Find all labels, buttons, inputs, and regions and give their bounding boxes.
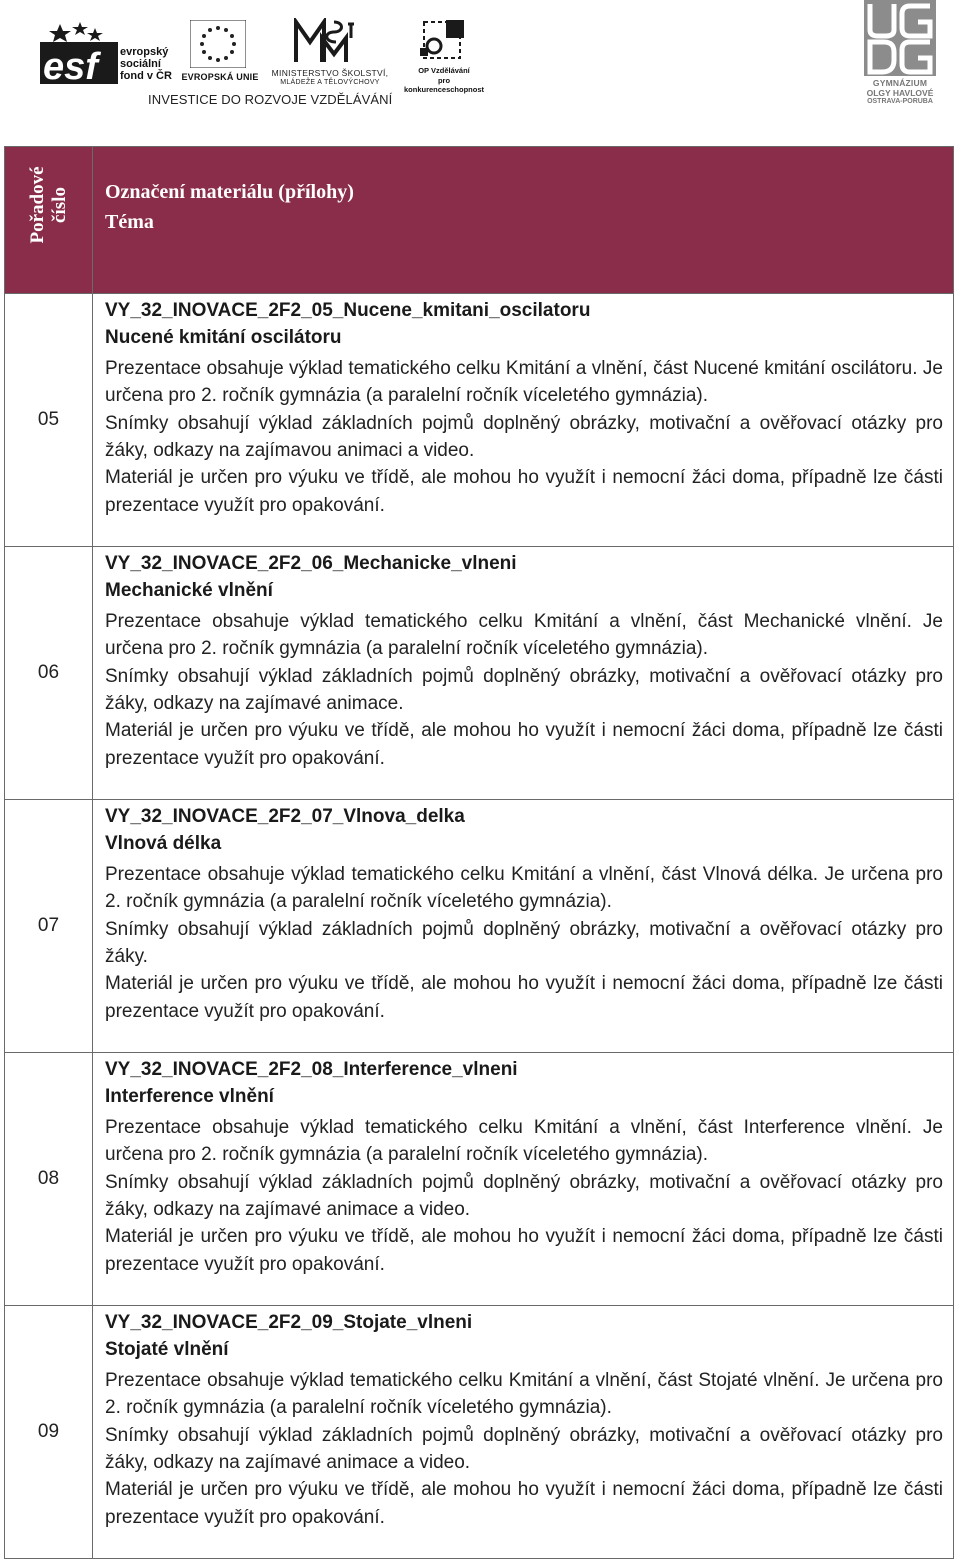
materials-table [4,146,954,1559]
material-title: Nucené kmitání oscilátoru [105,327,342,349]
material-title: Vlnová délka [105,833,222,855]
material-description [105,861,943,1025]
material-code: VY_32_INOVACE_2F2_08_Interference_vlneni [105,1059,518,1080]
eu-flag-icon [190,20,246,68]
row-content [93,547,954,800]
row-number: 06 [5,547,93,800]
description-paragraph: Snímky obsahují výklad základních pojmů doplněný obrázky, motivační a ověřovací otázky pro žáky. [105,918,943,968]
header-number-line-1: Pořadové [27,166,48,244]
description-paragraph: Prezentace obsahuje výklad tematického celku Kmitání a vlnění, část Nucené kmitání oscilátoru. Je určena pro 2. ročník gymnázia (a paralelní ročník víceletého gymnázia). [105,357,943,407]
material-title: Interference vlnění [105,1086,274,1108]
material-code: VY_32_INOVACE_2F2_05_Nucene_kmitani_oscilatoru [105,300,591,321]
table-row [5,547,954,800]
row-content [93,1306,954,1559]
row-number: 07 [5,800,93,1053]
description-paragraph: Snímky obsahují výklad základních pojmů doplněný obrázky, motivační a ověřovací otázky pro žáky, odkazy na zajímavé animace a video. [105,1424,943,1474]
op-mark-icon [418,18,468,62]
header-number-line-2: číslo [49,187,70,223]
msmt-caption-2: MLÁDEŽE A TĚLOVÝCHOVY [280,79,380,86]
header-number-column [5,147,93,294]
svg-text:esf: esf [43,46,98,84]
material-description [105,608,943,772]
row-number: 05 [5,294,93,547]
material-description [105,1114,943,1278]
description-paragraph: Snímky obsahují výklad základních pojmů doplněný obrázky, motivační a ověřovací otázky pro žáky, odkazy na zajímavé animace a video. [105,1171,943,1221]
description-paragraph: Materiál je určen pro výuku ve třídě, ale mohou ho využít i nemocní žáci doma, případně lze části prezentace využít pro opakování. [105,467,943,516]
eu-logo [178,16,262,86]
header-material-line-2: Téma [105,211,154,233]
table-row [5,294,954,547]
eu-caption: EVROPSKÁ UNIE [181,72,259,82]
material-code: VY_32_INOVACE_2F2_06_Mechanicke_vlneni [105,553,517,574]
material-title: Mechanické vlnění [105,580,273,602]
investice-slogan: INVESTICE DO ROZVOJE VZDĚLÁVÁNÍ [148,92,393,107]
description-paragraph: Snímky obsahují výklad základních pojmů doplněný obrázky, motivační a ověřovací otázky pro žáky, odkazy na zajímavou animaci a video. [105,412,943,462]
logo-header [0,0,960,120]
school-caption-1: GYMNÁZIUM [872,78,928,88]
esf-logo [40,20,176,88]
row-number: 09 [5,1306,93,1559]
row-content [93,1053,954,1306]
description-paragraph: Prezentace obsahuje výklad tematického celku Kmitání a vlnění, část Interference vlnění. Je určena pro 2. ročník gymnázia (a paralelní ročník víceletého gymnázia). [105,1116,943,1166]
row-content [93,800,954,1053]
table-header-row [5,147,954,294]
description-paragraph: Snímky obsahují výklad základních pojmů doplněný obrázky, motivační a ověřovací otázky pro žáky, odkazy na zajímavé animace. [105,665,943,715]
description-paragraph: Prezentace obsahuje výklad tematického celku Kmitání a vlnění, část Mechanické vlnění. Je určena pro 2. ročník gymnázia (a paralelní ročník víceletého gymnázia). [105,610,943,660]
material-description [105,1367,943,1531]
header-material-column [93,147,954,294]
description-paragraph: Materiál je určen pro výuku ve třídě, ale mohou ho využít i nemocní žáci doma, případně lze části prezentace využít pro opakování. [105,973,943,1022]
material-description [105,355,943,519]
description-paragraph: Prezentace obsahuje výklad tematického celku Kmitání a vlnění, část Stojaté vlnění. Je určena pro 2. ročník gymnázia (a paralelní ročník víceletého gymnázia). [105,1369,943,1419]
msmt-logo [262,18,398,90]
esf-text: evropský sociální fond v ČR [120,46,172,82]
school-logo [862,0,938,110]
msmt-caption-1: MINISTERSTVO ŠKOLSTVÍ, [271,68,389,78]
description-paragraph: Materiál je určen pro výuku ve třídě, ale mohou ho využít i nemocní žáci doma, případně lze části prezentace využít pro opakování. [105,720,943,769]
description-paragraph: Prezentace obsahuje výklad tematického celku Kmitání a vlnění, část Vlnová délka. Je určena pro 2. ročník gymnázia (a paralelní ročník víceletého gymnázia). [105,863,943,913]
row-number: 08 [5,1053,93,1306]
school-mark-icon [864,0,936,76]
table-row [5,1306,954,1559]
material-code: VY_32_INOVACE_2F2_09_Stojate_vlneni [105,1312,473,1333]
school-caption-3: OSTRAVA-PORUBA [867,98,933,105]
msmt-mark-icon [292,18,356,66]
op-caption-1: OP Vzdělávání [418,66,470,75]
material-code: VY_32_INOVACE_2F2_07_Vlnova_delka [105,806,465,827]
op-caption-2: pro konkurenceschopnost [403,76,485,94]
table-row [5,1053,954,1306]
description-paragraph: Materiál je určen pro výuku ve třídě, ale mohou ho využít i nemocní žáci doma, případně lze části prezentace využít pro opakování. [105,1479,943,1528]
material-title: Stojaté vlnění [105,1339,229,1361]
op-logo [398,18,490,94]
table-row [5,800,954,1053]
description-paragraph: Materiál je určen pro výuku ve třídě, ale mohou ho využít i nemocní žáci doma, případně lze části prezentace využít pro opakování. [105,1226,943,1275]
row-content [93,294,954,547]
esf-mark-icon [40,22,118,84]
header-material-line-1: Označení materiálu (přílohy) [105,181,354,203]
school-caption-2: OLGY HAVLOVÉ [866,88,934,98]
